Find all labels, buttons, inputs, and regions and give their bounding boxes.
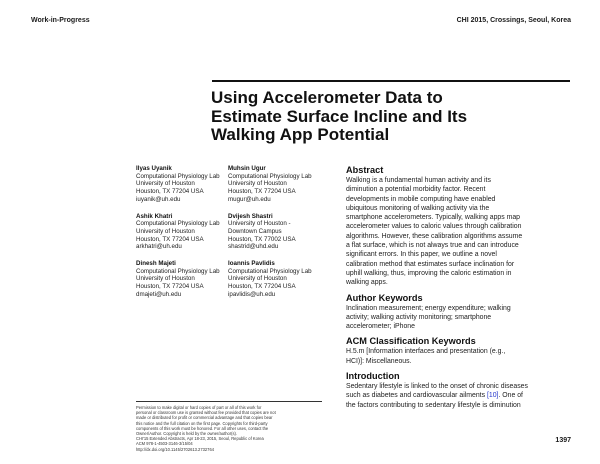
author-affiliation: Computational Physiology Lab bbox=[136, 220, 220, 228]
intro-line: Sedentary lifestyle is linked to the onset of chronic diseases bbox=[346, 383, 528, 391]
acm-line: H.5.m [Information interfaces and presentation (e.g., bbox=[346, 348, 506, 356]
introduction-heading: Introduction bbox=[346, 371, 400, 382]
author-row bbox=[136, 213, 336, 252]
citation-link[interactable]: [10] bbox=[486, 392, 499, 400]
abstract-line: ubiquitous monitoring of walking activity via the bbox=[346, 204, 490, 212]
abstract-line: developments in mobile computing have enabled bbox=[346, 195, 496, 203]
abstract-line: Walking is a fundamental human activity and its bbox=[346, 177, 491, 184]
intro-text: such as diabetes and cardiovascular ailments bbox=[346, 392, 487, 400]
author-affiliation: Houston, TX 77204 USA bbox=[228, 283, 296, 291]
keywords-heading: Author Keywords bbox=[346, 292, 423, 303]
intro-text: . One of bbox=[498, 392, 523, 400]
doi-link[interactable]: http://dx.doi.org/10.1145/2702613.2732764 bbox=[136, 446, 214, 452]
author-affiliation: Downtown Campus bbox=[228, 227, 282, 235]
copyright-line: ACM 978-1-4503-3146-3/15/04 bbox=[136, 441, 193, 447]
author-majeti bbox=[136, 260, 228, 299]
author-ugur bbox=[228, 165, 320, 204]
author-affiliation: University of Houston bbox=[136, 275, 195, 283]
keywords-body bbox=[346, 304, 566, 332]
right-column bbox=[346, 165, 566, 415]
author-email: shastrid@uhd.edu bbox=[228, 243, 279, 251]
acm-body bbox=[346, 347, 566, 366]
author-affiliation: Houston, TX 77204 USA bbox=[136, 235, 204, 243]
title-line: Estimate Surface Incline and Its bbox=[211, 106, 468, 126]
abstract-line: accelerometer values to caloric values through calibration bbox=[346, 223, 522, 231]
keywords-line: Inclination measurement; energy expenditure; walking bbox=[346, 304, 511, 312]
author-uyanik bbox=[136, 165, 228, 204]
author-affiliation: Houston, TX 77204 USA bbox=[228, 188, 296, 196]
author-affiliation: University of Houston bbox=[228, 180, 287, 188]
copyright-line: Permission to make digital or hard copies of part or all of this work for bbox=[136, 405, 262, 410]
copyright-line: personal or classroom use is granted without fee provided that copies are not bbox=[136, 410, 276, 416]
author-affiliation: Computational Physiology Lab bbox=[228, 172, 312, 180]
author-affiliation: University of Houston bbox=[136, 180, 195, 188]
page-number: 1397 bbox=[555, 437, 571, 444]
author-affiliation: Computational Physiology Lab bbox=[228, 267, 312, 275]
title-line: Using Accelerometer Data to bbox=[211, 88, 443, 107]
author-email: iuyanik@uh.edu bbox=[136, 195, 181, 203]
author-row bbox=[136, 165, 336, 204]
author-affiliation: Computational Physiology Lab bbox=[136, 172, 220, 180]
author-name: Muhsin Ugur bbox=[228, 165, 266, 172]
abstract-body bbox=[346, 176, 566, 288]
author-name: Ilyas Uyanik bbox=[136, 165, 172, 172]
author-affiliation: Computational Physiology Lab bbox=[136, 267, 220, 275]
author-email: ipavlidis@uh.edu bbox=[228, 290, 276, 298]
author-affiliation: University of Houston bbox=[228, 275, 287, 283]
abstract-line: uphill walking, thus, improving the caloric estimation in bbox=[346, 269, 512, 277]
abstract-line: smartphone accelerometers. Typically, walking apps map bbox=[346, 214, 521, 222]
author-shastri bbox=[228, 213, 320, 252]
abstract-line: a flat surface, which is not always true and can introduce bbox=[346, 242, 519, 250]
title-line: Walking App Potential bbox=[211, 125, 390, 144]
author-khatri bbox=[136, 213, 228, 252]
author-affiliation: Houston, TX 77002 USA bbox=[228, 235, 296, 243]
author-row bbox=[136, 260, 336, 299]
abstract-line: algorithms. However, these calibration algorithms assume bbox=[346, 232, 523, 240]
acm-heading: ACM Classification Keywords bbox=[346, 336, 476, 347]
abstract-line: calibration method that estimates surface inclination for bbox=[346, 260, 515, 268]
copyright-line: this notice and the full citation on the first page. Copyrights for third-party bbox=[136, 420, 268, 426]
running-header-right: CHI 2015, Crossings, Seoul, Korea bbox=[456, 17, 571, 24]
author-email: mugur@uh.edu bbox=[228, 195, 271, 203]
abstract-heading: Abstract bbox=[346, 165, 384, 175]
author-name: Dvijesh Shastri bbox=[228, 212, 273, 220]
intro-line bbox=[346, 391, 566, 400]
copyright-line: Owner/Author. Copyright is held by the owner/author(s). bbox=[136, 431, 238, 437]
author-pavlidis bbox=[228, 260, 320, 299]
copyright-notice bbox=[136, 401, 322, 452]
author-name: Dinesh Majeti bbox=[136, 260, 176, 268]
keywords-line: accelerometer; iPhone bbox=[346, 323, 415, 331]
paper-title bbox=[211, 89, 571, 145]
author-affiliation: University of Houston - bbox=[228, 220, 291, 228]
keywords-line: activity; walking activity monitoring; smartphone bbox=[346, 313, 492, 321]
intro-line: the factors contributing to sedentary lifestyle is diminution bbox=[346, 401, 521, 409]
running-header-left: Work-in-Progress bbox=[31, 17, 90, 24]
author-name: Ashik Khatri bbox=[136, 212, 173, 220]
author-email: arkhatri@uh.edu bbox=[136, 243, 182, 251]
author-block bbox=[136, 165, 336, 308]
author-affiliation: Houston, TX 77204 USA bbox=[136, 188, 204, 196]
copyright-line: components of this work must be honored. For all other uses, contact the bbox=[136, 425, 269, 431]
introduction-body bbox=[346, 382, 566, 410]
author-affiliation: Houston, TX 77204 USA bbox=[136, 283, 204, 291]
abstract-line: significant errors. In this paper, we outline a novel bbox=[346, 251, 497, 259]
author-name: Ioannis Pavlidis bbox=[228, 260, 275, 268]
copyright-line: CHI'15 Extended Abstracts, Apr 18-23, 2015, Seoul, Republic of Korea bbox=[136, 436, 264, 442]
copyright-line: made or distributed for profit or commercial advantage and that copies bear bbox=[136, 415, 273, 421]
title-rule bbox=[212, 80, 570, 82]
abstract-line: walking apps. bbox=[346, 279, 388, 287]
author-affiliation: University of Houston bbox=[136, 227, 195, 235]
acm-line: HCI)]: Miscellaneous. bbox=[346, 357, 412, 365]
abstract-line: diminution a potential morbidity factor. Recent bbox=[346, 186, 486, 194]
author-email: dmajeti@uh.edu bbox=[136, 290, 182, 298]
